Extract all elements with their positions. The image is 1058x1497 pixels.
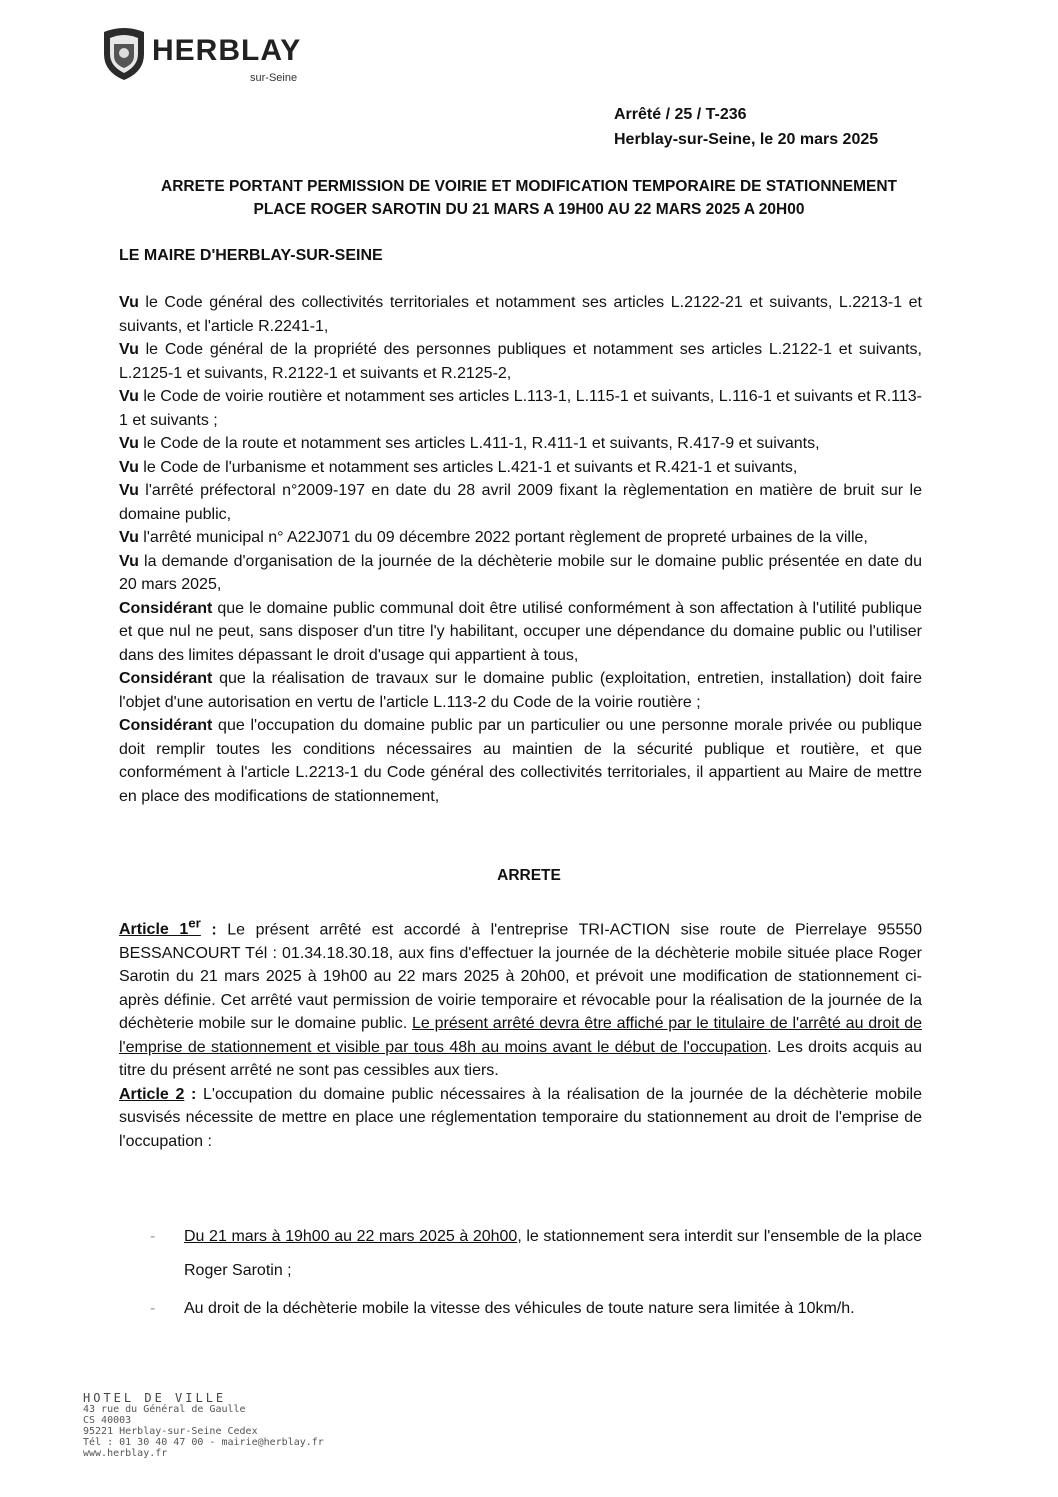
considerant-paragraph: Vu le Code général de la propriété des personnes publiques et notamment ses articles L.2122-1 et suivants, L.2125-1 et suivants, R.2122-1 et suivants et R.2125-2, [119, 341, 922, 382]
mayor-heading: LE MAIRE D'HERBLAY-SUR-SEINE [119, 247, 383, 264]
considerant-paragraph: Considérant que l'occupation du domaine public par un particulier ou une personne morale privée ou publique doit remplir toutes les conditions nécessaires au maintien de la sécurité publique et routière, et que conformément à l'article L.2213-1 du Code général des collectivités territoriales, il appartient au Maire de mettre en place des modifications de stationnement, [119, 717, 922, 805]
considerant-paragraph: Vu le Code de voirie routière et notamment ses articles L.113-1, L.115-1 et suivants, L.116-1 et suivants et R.113-1 et suivants ; [119, 388, 922, 429]
article-1-label: Article 1er [119, 916, 201, 939]
article-2-measures [150, 1220, 922, 1330]
list-item: - Du 21 mars à 19h00 au 22 mars 2025 à 20h00, le stationnement sera interdit sur l'ensemble de la place Roger Sarotin ; [150, 1220, 922, 1288]
list-item: - Au droit de la déchèterie mobile la vitesse des véhicules de toute nature sera limitée à 10km/h. [150, 1292, 922, 1326]
considerant-paragraph: Vu la demande d'organisation de la journée de la déchèterie mobile sur le domaine public présentée en date du 20 mars 2025, [119, 552, 922, 593]
footer-city: 95221 Herblay-sur-Seine Cedex [83, 1426, 258, 1437]
bullet-dash: - [150, 1300, 156, 1317]
considerants-section [119, 291, 922, 808]
footer-contact: Tél : 01 30 40 47 00 - mairie@herblay.fr [83, 1437, 324, 1448]
decree-title-line1: ARRETE PORTANT PERMISSION DE VOIRIE ET MODIFICATION TEMPORAIRE DE STATIONNEMENT [161, 178, 897, 195]
considerant-paragraph: Considérant que le domaine public communal doit être utilisé conformément à son affectation à l'utilité publique et que nul ne peut, sans disposer d'un titre l'y habilitant, occuper une dépendance du domaine public ou l'utiliser dans des limites dépassant le droit d'usage qui appartient à tous, [119, 599, 922, 664]
decree-title [110, 175, 948, 221]
considerant-paragraph: Vu le Code de la route et notamment ses articles L.411-1, R.411-1 et suivants, R.417-9 et suivants, [119, 435, 820, 452]
considerant-paragraph: Considérant que la réalisation de travaux sur le domaine public (exploitation, entretien, installation) doit faire l'objet d'une autorisation en vertu de l'article L.113-2 du Code de la voirie routière ; [119, 670, 922, 711]
article-2: Article 2 : L'occupation du domaine public nécessaires à la réalisation de la journée de la déchèterie mobile susvisés nécessite de mettre en place une réglementation temporaire du stationnement au droit de l'emprise de l'occupation : [119, 1085, 922, 1150]
herblay-logo [100, 26, 330, 90]
bullet-dash: - [150, 1228, 156, 1245]
considerant-paragraph: Vu le Code de l'urbanisme et notamment ses articles L.421-1 et suivants et R.421-1 et suivants, [119, 458, 798, 476]
article-1-display-notice: Le présent arrêté devra être affiché par le titulaire de l'arrêté au droit de l'emprise de stationnement et visible par tous 48h au moins avant le début de l'occupation [119, 1015, 923, 1056]
considerant-paragraph: Vu l'arrêté préfectoral n°2009-197 en date du 28 avril 2009 fixant la règlementation en matière de bruit sur le domaine public, [119, 482, 922, 523]
town-hall-footer [83, 1393, 324, 1459]
article-2-label: Article 2 [119, 1085, 185, 1103]
footer-website: www.herblay.fr [83, 1448, 168, 1459]
decree-reference [614, 102, 878, 152]
considerant-paragraph: Vu le Code général des collectivités territoriales et notamment ses articles L.2122-21 et suivants, L.2213-1 et suivants, et l'article R.2241-1, [119, 294, 922, 335]
article-1: Article 1er : Le présent arrêté est accordé à l'entreprise TRI-ACTION sise route de Pierrelaye 95550 BESSANCOURT Tél : 01.34.18.30.18, aux fins d'effectuer la journée de la déchèterie mobile située place Roger Sarotin du 21 mars 2025 à 19h00 au 22 mars 2025 à 20h00, et prévoit une modification de stationnement ci-après définie. Cet arrêté vaut permission de voirie temporaire et révocable pour la réalisation de la journée de la déchèterie mobile sur le domaine public. Le présent arrêté devra être affiché par le titulaire de l'arrêté au droit de l'emprise de stationnement et visible par tous 48h au moins avant le début de l'occupation. Les droits acquis au titre du présent arrêté ne sont pas cessibles aux tiers. [119, 916, 923, 1080]
considerant-paragraph: Vu l'arrêté municipal n° A22J071 du 09 décembre 2022 portant règlement de propreté urbaines de la ville, [119, 529, 868, 546]
decree-title-line2: PLACE ROGER SAROTIN DU 21 MARS A 19H00 AU 22 MARS 2025 A 20H00 [253, 201, 805, 218]
footer-postbox: CS 40003 [83, 1415, 132, 1426]
articles-section [119, 912, 922, 1153]
arrete-heading: ARRETE [497, 867, 561, 884]
city-seal-icon [100, 26, 148, 82]
decree-place-date: Herblay-sur-Seine, le 20 mars 2025 [614, 131, 879, 148]
footer-heading: HOTEL DE VILLE [83, 1391, 227, 1405]
decree-number: Arrêté / 25 / T-236 [614, 106, 747, 123]
logo-subtitle: sur-Seine [250, 72, 298, 84]
logo-name: HERBLAY [152, 34, 302, 67]
footer-address: 43 rue du Général de Gaulle [83, 1404, 246, 1415]
